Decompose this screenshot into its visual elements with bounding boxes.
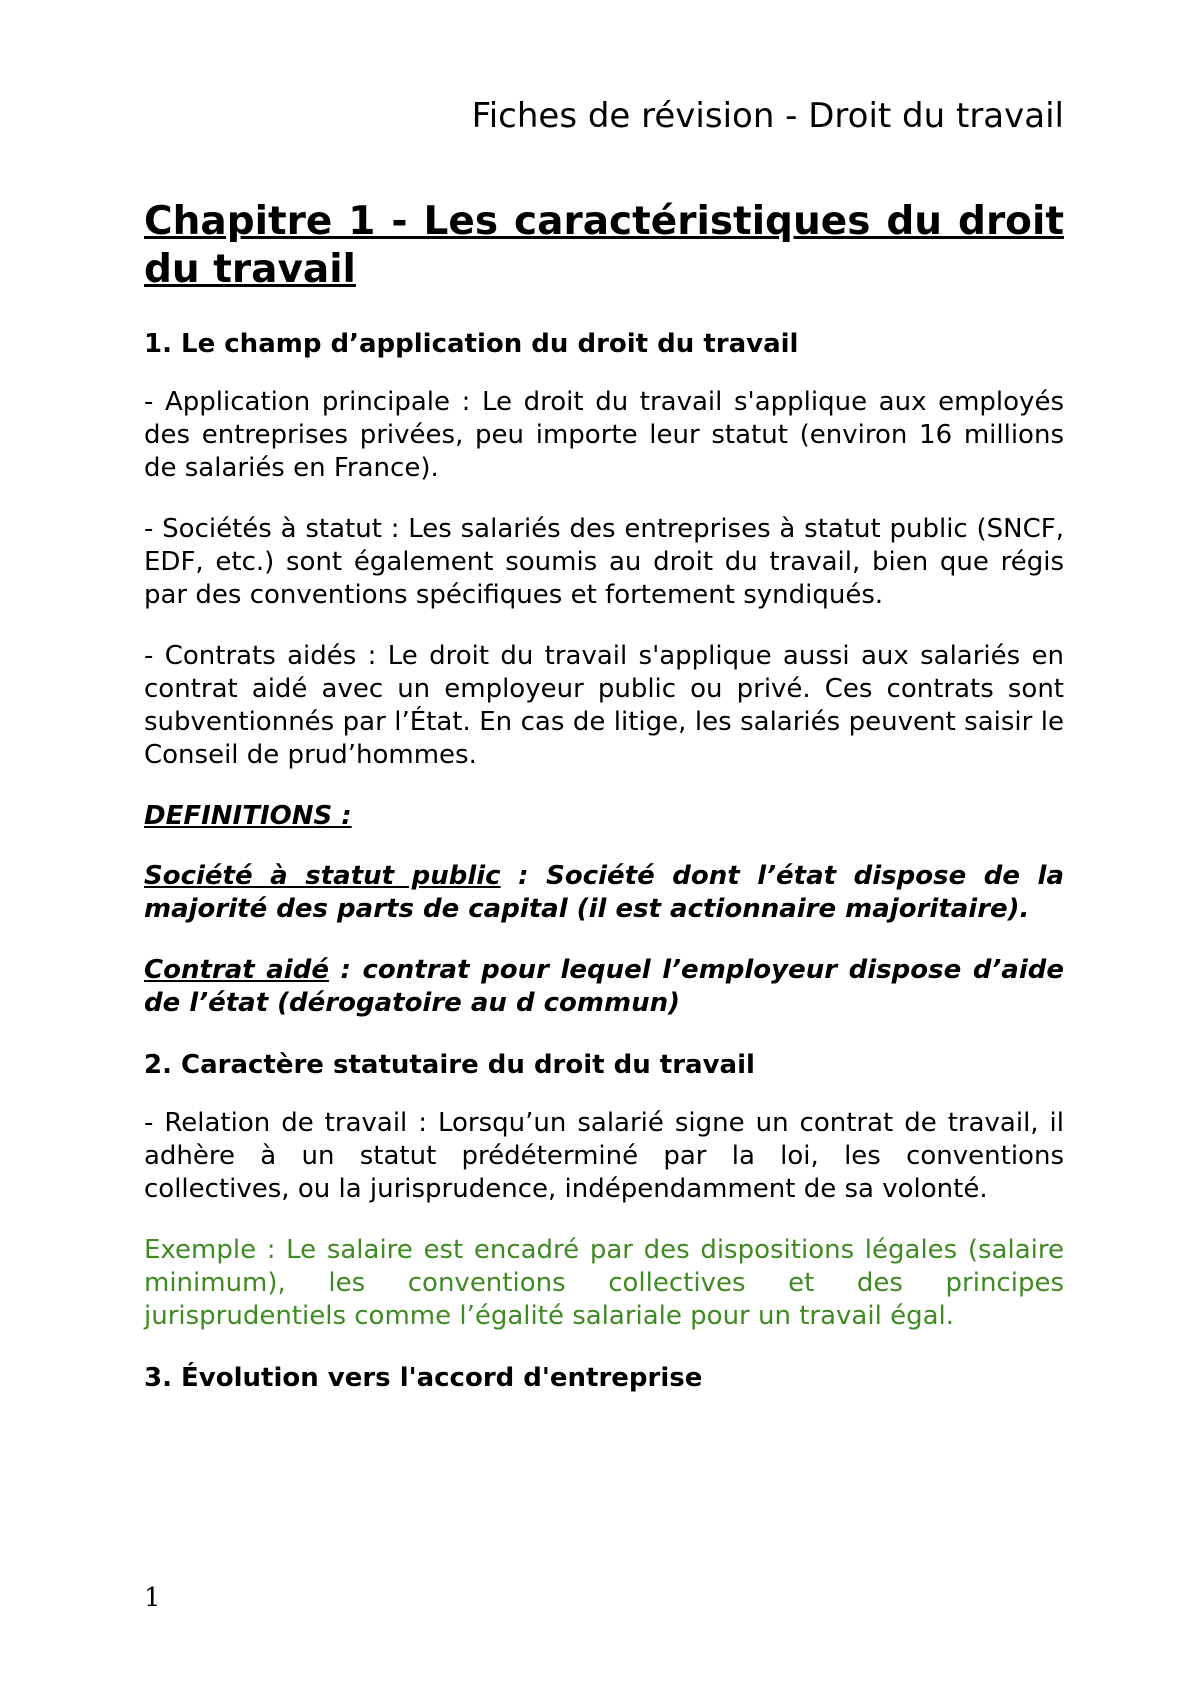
section-heading-2: 2. Caractère statutaire du droit du travail <box>144 1050 755 1080</box>
paragraph-application-principale: - Application principale : Le droit du travail s'applique aux employés des entreprises privées, peu importe leur statut (environ 16 millions de salariés en France). <box>144 387 1064 483</box>
document-page <box>144 0 1064 1696</box>
definition-text: : contrat pour lequel l’employeur dispose d’aide de l’état (dérogatoire au d commun) <box>144 955 1065 1018</box>
page-number: 1 <box>144 1583 161 1613</box>
definition-text: : Société dont l’état dispose de la majorité des parts de capital (il est actionnaire majoritaire). <box>144 861 1065 924</box>
running-header: Fiches de révision - Droit du travail <box>471 96 1064 136</box>
page-content <box>144 198 1064 1420</box>
definition-societe-statut-public <box>144 860 1064 926</box>
paragraph-contrats-aides: - Contrats aidés : Le droit du travail s'applique aussi aux salariés en contrat aidé avec un employeur public ou privé. Ces contrats sont subventionnés par l’État. En cas de litige, les salariés peuvent saisir le Conseil de prud’hommes. <box>144 641 1064 770</box>
definitions-title: DEFINITIONS : <box>144 801 352 831</box>
section-heading-1: 1. Le champ d’application du droit du travail <box>144 329 799 359</box>
section-heading-3: 3. Évolution vers l'accord d'entreprise <box>144 1363 703 1393</box>
definition-contrat-aide <box>144 954 1064 1020</box>
paragraph-societes-a-statut: - Sociétés à statut : Les salariés des entreprises à statut public (SNCF, EDF, etc.) sont également soumis au droit du travail, bien que régis par des conventions spécifiques et fortement syndiqués. <box>144 514 1064 610</box>
example-paragraph: Exemple : Le salaire est encadré par des dispositions légales (salaire minimum), les conventions collectives et des principes jurisprudentiels comme l’égalité salariale pour un travail égal. <box>144 1235 1064 1331</box>
chapter-title: Chapitre 1 - Les caractéristiques du droit du travail <box>144 199 1064 292</box>
definition-term: Contrat aidé <box>144 955 329 985</box>
paragraph-relation-de-travail: - Relation de travail : Lorsqu’un salarié signe un contrat de travail, il adhère à un statut prédéterminé par la loi, les conventions collectives, ou la jurisprudence, indépendamment de sa volonté. <box>144 1108 1064 1204</box>
definition-term: Société à statut public <box>144 861 501 891</box>
